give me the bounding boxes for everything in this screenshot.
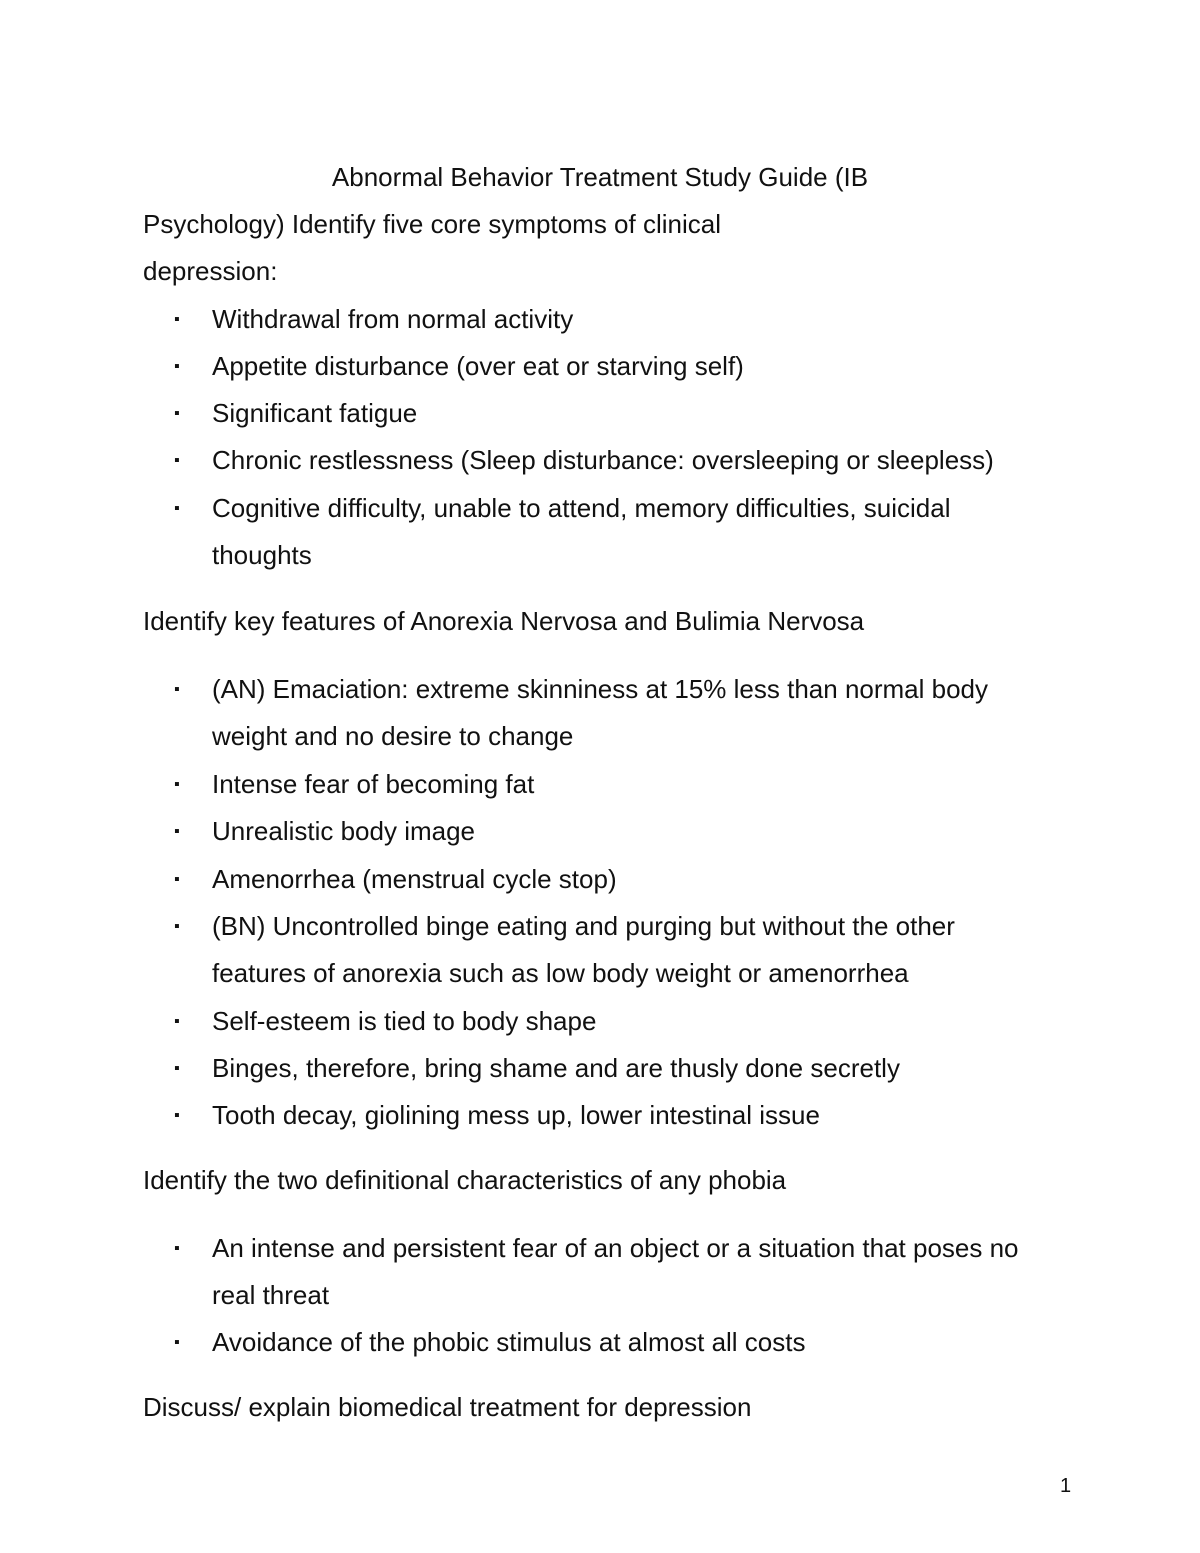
- list-item: Withdrawal from normal activity: [212, 304, 574, 334]
- list-item-continuation: weight and no desire to change: [212, 721, 574, 751]
- bullet-icon: ▪: [174, 823, 180, 840]
- list-item: Appetite disturbance (over eat or starving self): [212, 351, 744, 381]
- list-item: Self-esteem is tied to body shape: [212, 1006, 597, 1036]
- intro-line-1: Psychology) Identify five core symptoms of clinical: [143, 209, 721, 239]
- bullet-icon: ▪: [174, 918, 180, 935]
- bullet-icon: ▪: [174, 1240, 180, 1257]
- list-item: Intense fear of becoming fat: [212, 769, 535, 799]
- list-item: Significant fatigue: [212, 398, 418, 428]
- list-item: (AN) Emaciation: extreme skinniness at 15% less than normal body: [212, 674, 989, 704]
- bullet-icon: ▪: [174, 1013, 180, 1030]
- list-item: Cognitive difficulty, unable to attend, memory difficulties, suicidal: [212, 493, 951, 523]
- list-item-continuation: real threat: [212, 1280, 330, 1310]
- list-item-continuation: features of anorexia such as low body weight or amenorrhea: [212, 958, 909, 988]
- bullet-icon: ▪: [174, 311, 180, 328]
- list-item: Tooth decay, giolining mess up, lower intestinal issue: [212, 1100, 820, 1130]
- section-heading-phobia: Identify the two definitional characteristics of any phobia: [143, 1165, 787, 1195]
- bullet-icon: ▪: [174, 1060, 180, 1077]
- list-item: (BN) Uncontrolled binge eating and purging but without the other: [212, 911, 955, 941]
- section-heading-eating-disorders: Identify key features of Anorexia Nervosa and Bulimia Nervosa: [143, 606, 865, 636]
- bullet-icon: ▪: [174, 871, 180, 888]
- document-title: Abnormal Behavior Treatment Study Guide (IB: [331, 162, 869, 192]
- bullet-icon: ▪: [174, 405, 180, 422]
- list-item: Unrealistic body image: [212, 816, 476, 846]
- list-item: An intense and persistent fear of an object or a situation that poses no: [212, 1233, 1019, 1263]
- intro-line-2: depression:: [143, 256, 278, 286]
- bullet-icon: ▪: [174, 681, 180, 698]
- page-number: 1: [1060, 1475, 1072, 1497]
- bullet-icon: ▪: [174, 1334, 180, 1351]
- bullet-icon: ▪: [174, 776, 180, 793]
- list-item: Binges, therefore, bring shame and are thusly done secretly: [212, 1053, 900, 1083]
- bullet-icon: ▪: [174, 452, 180, 469]
- bullet-icon: ▪: [174, 1107, 180, 1124]
- section-heading-biomedical-treatment: Discuss/ explain biomedical treatment for depression: [143, 1392, 752, 1422]
- list-item: Amenorrhea (menstrual cycle stop): [212, 864, 617, 894]
- bullet-icon: ▪: [174, 500, 180, 517]
- list-item: Chronic restlessness (Sleep disturbance: oversleeping or sleepless): [212, 445, 994, 475]
- list-item-continuation: thoughts: [212, 540, 312, 570]
- bullet-icon: ▪: [174, 358, 180, 375]
- list-item: Avoidance of the phobic stimulus at almost all costs: [212, 1327, 806, 1357]
